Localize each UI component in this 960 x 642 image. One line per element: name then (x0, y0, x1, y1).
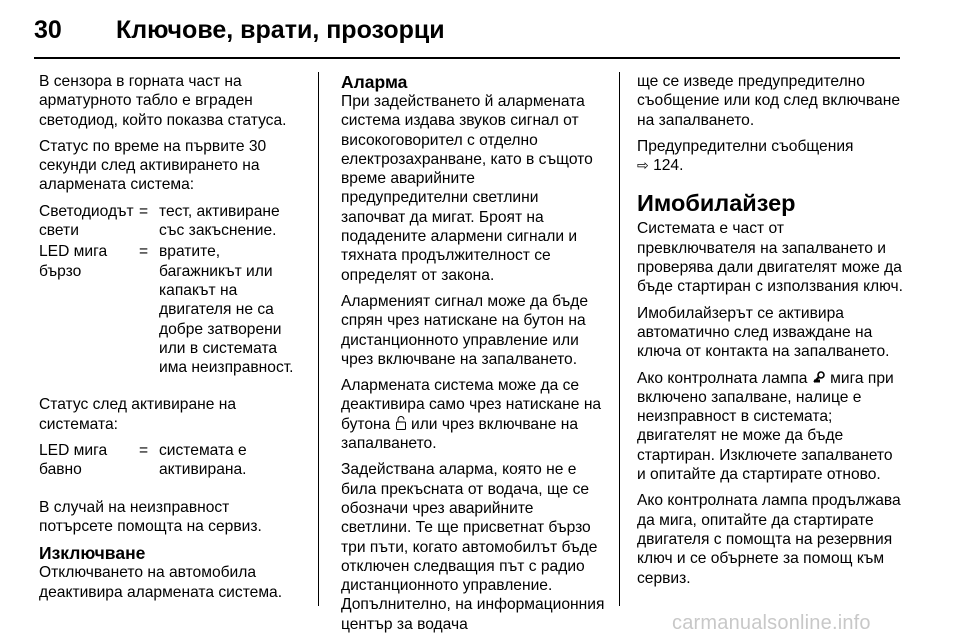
warning-messages-page: 124. (653, 157, 684, 175)
column-2 (341, 72, 605, 641)
watermark: carmanualsonline.info (672, 612, 871, 634)
immobiliser-lamp-text-b: мига при включено запалване, налице е неизправност в системата; двигателят не може да бъде стартиран. Изключете запалването и опитайте да стартирате отново. (637, 369, 894, 484)
alarm-deactivate-paragraph (341, 376, 605, 453)
immobiliser-lamp-text-a: Ако контролната лампа (637, 369, 808, 387)
section-heading-alarm: Аларма (341, 72, 408, 92)
status-description: тест, активиране със закъснение. (159, 202, 280, 240)
immobiliser-warning-lamp-icon (812, 370, 826, 384)
status-term: Светодиодът свети (39, 202, 134, 240)
alarm-deactivate-text-a: Алармената система може да се деактивира само чрез натискане на бутона (341, 377, 602, 433)
page-number: 30 (34, 15, 62, 44)
alarm-stop-paragraph: Алармeният сигнал може да бъде спрян чрез натискане на бутон на дистанционното управление или чрез включване на запалването. (341, 292, 589, 368)
immobiliser-activation-paragraph: Имобилайзерът се активира автоматично след изваждане на ключа от контакта на запалването. (637, 304, 890, 361)
status-description: вратите, багажникът или капакът на двигателя не са добре затворени или в системата има неизправност. (159, 243, 294, 377)
unlock-button-icon (395, 416, 407, 430)
alarm-trigger-paragraph: При задействането й алармената система издава звуков сигнал от високоговорител с отделно електрозахранване, като в същото време аварийните предупредителни светлини започват да мигат. Броят на подадените алармени сигнали и тяхната продължителност се определят от закона. (341, 93, 593, 284)
immobiliser-spare-key-paragraph: Ако контролната лампа продължава да мига, опитайте да стартирате двигателя с помощта на резервния ключ и се обърнете за помощ към сервиз. (637, 492, 901, 587)
column-divider-1 (318, 72, 319, 606)
warning-messages-reference (637, 137, 903, 176)
equals-sign: = (139, 442, 149, 460)
immobiliser-intro-paragraph: Системата е част от превключвателя на запалването и проверява дали двигателят може да бъде стартиран с използвания ключ. (637, 220, 903, 296)
status-after-activation-paragraph: Статус след активиране на системата: (39, 396, 237, 433)
section-heading-deactivation: Изключване (39, 543, 146, 564)
warning-messages-label: Предупредителни съобщения (637, 137, 854, 155)
page-header (34, 14, 445, 46)
column-divider-2 (619, 72, 620, 606)
immobiliser-lamp-paragraph (637, 369, 903, 485)
status-table-2 (39, 441, 301, 482)
column-1 (39, 72, 301, 609)
deactivation-paragraph: Отключването на автомобила деактивира алармената система. (39, 564, 283, 601)
page-reference-arrow-icon: ⇨ (637, 157, 649, 174)
column-3 (637, 72, 903, 595)
alarm-deactivate-text-b: или чрез включване на запалването. (341, 415, 579, 453)
page-title: Ключове, врати, прозорци (116, 15, 445, 44)
status-first-30s-paragraph: Статус по време на първите 30 секунди след активирането на алармената система: (39, 137, 267, 194)
status-term: LED мига бавно (39, 442, 108, 479)
status-description: системата е активирана. (159, 442, 247, 479)
section-heading-immobiliser: Имобилайзер (637, 190, 796, 217)
alarm-triggered-indication-paragraph: Задействана аларма, която не е била прекъсната от водача, ще се обозначи чрез аварийните светлини. Те ще присветнат бързо три пъти, когато автомобилът бъде отключен следващия път с радио дистанционното управление. Допълнително, на информационния център за водача (341, 461, 605, 633)
led-intro-paragraph: В сензора в горната част на арматурното табло е вграден светодиод, който показва статуса. (39, 73, 287, 129)
malfunction-paragraph: В случай на неизправност потърсете помощта на сервиз. (39, 498, 262, 535)
status-table-1 (39, 202, 301, 380)
status-term: LED мига бързо (39, 243, 108, 280)
equals-sign: = (139, 243, 149, 261)
header-divider (34, 57, 900, 59)
warning-message-paragraph: ще се изведе предупредително съобщение или код след включване на запалването. (637, 73, 900, 129)
equals-sign: = (139, 202, 149, 220)
